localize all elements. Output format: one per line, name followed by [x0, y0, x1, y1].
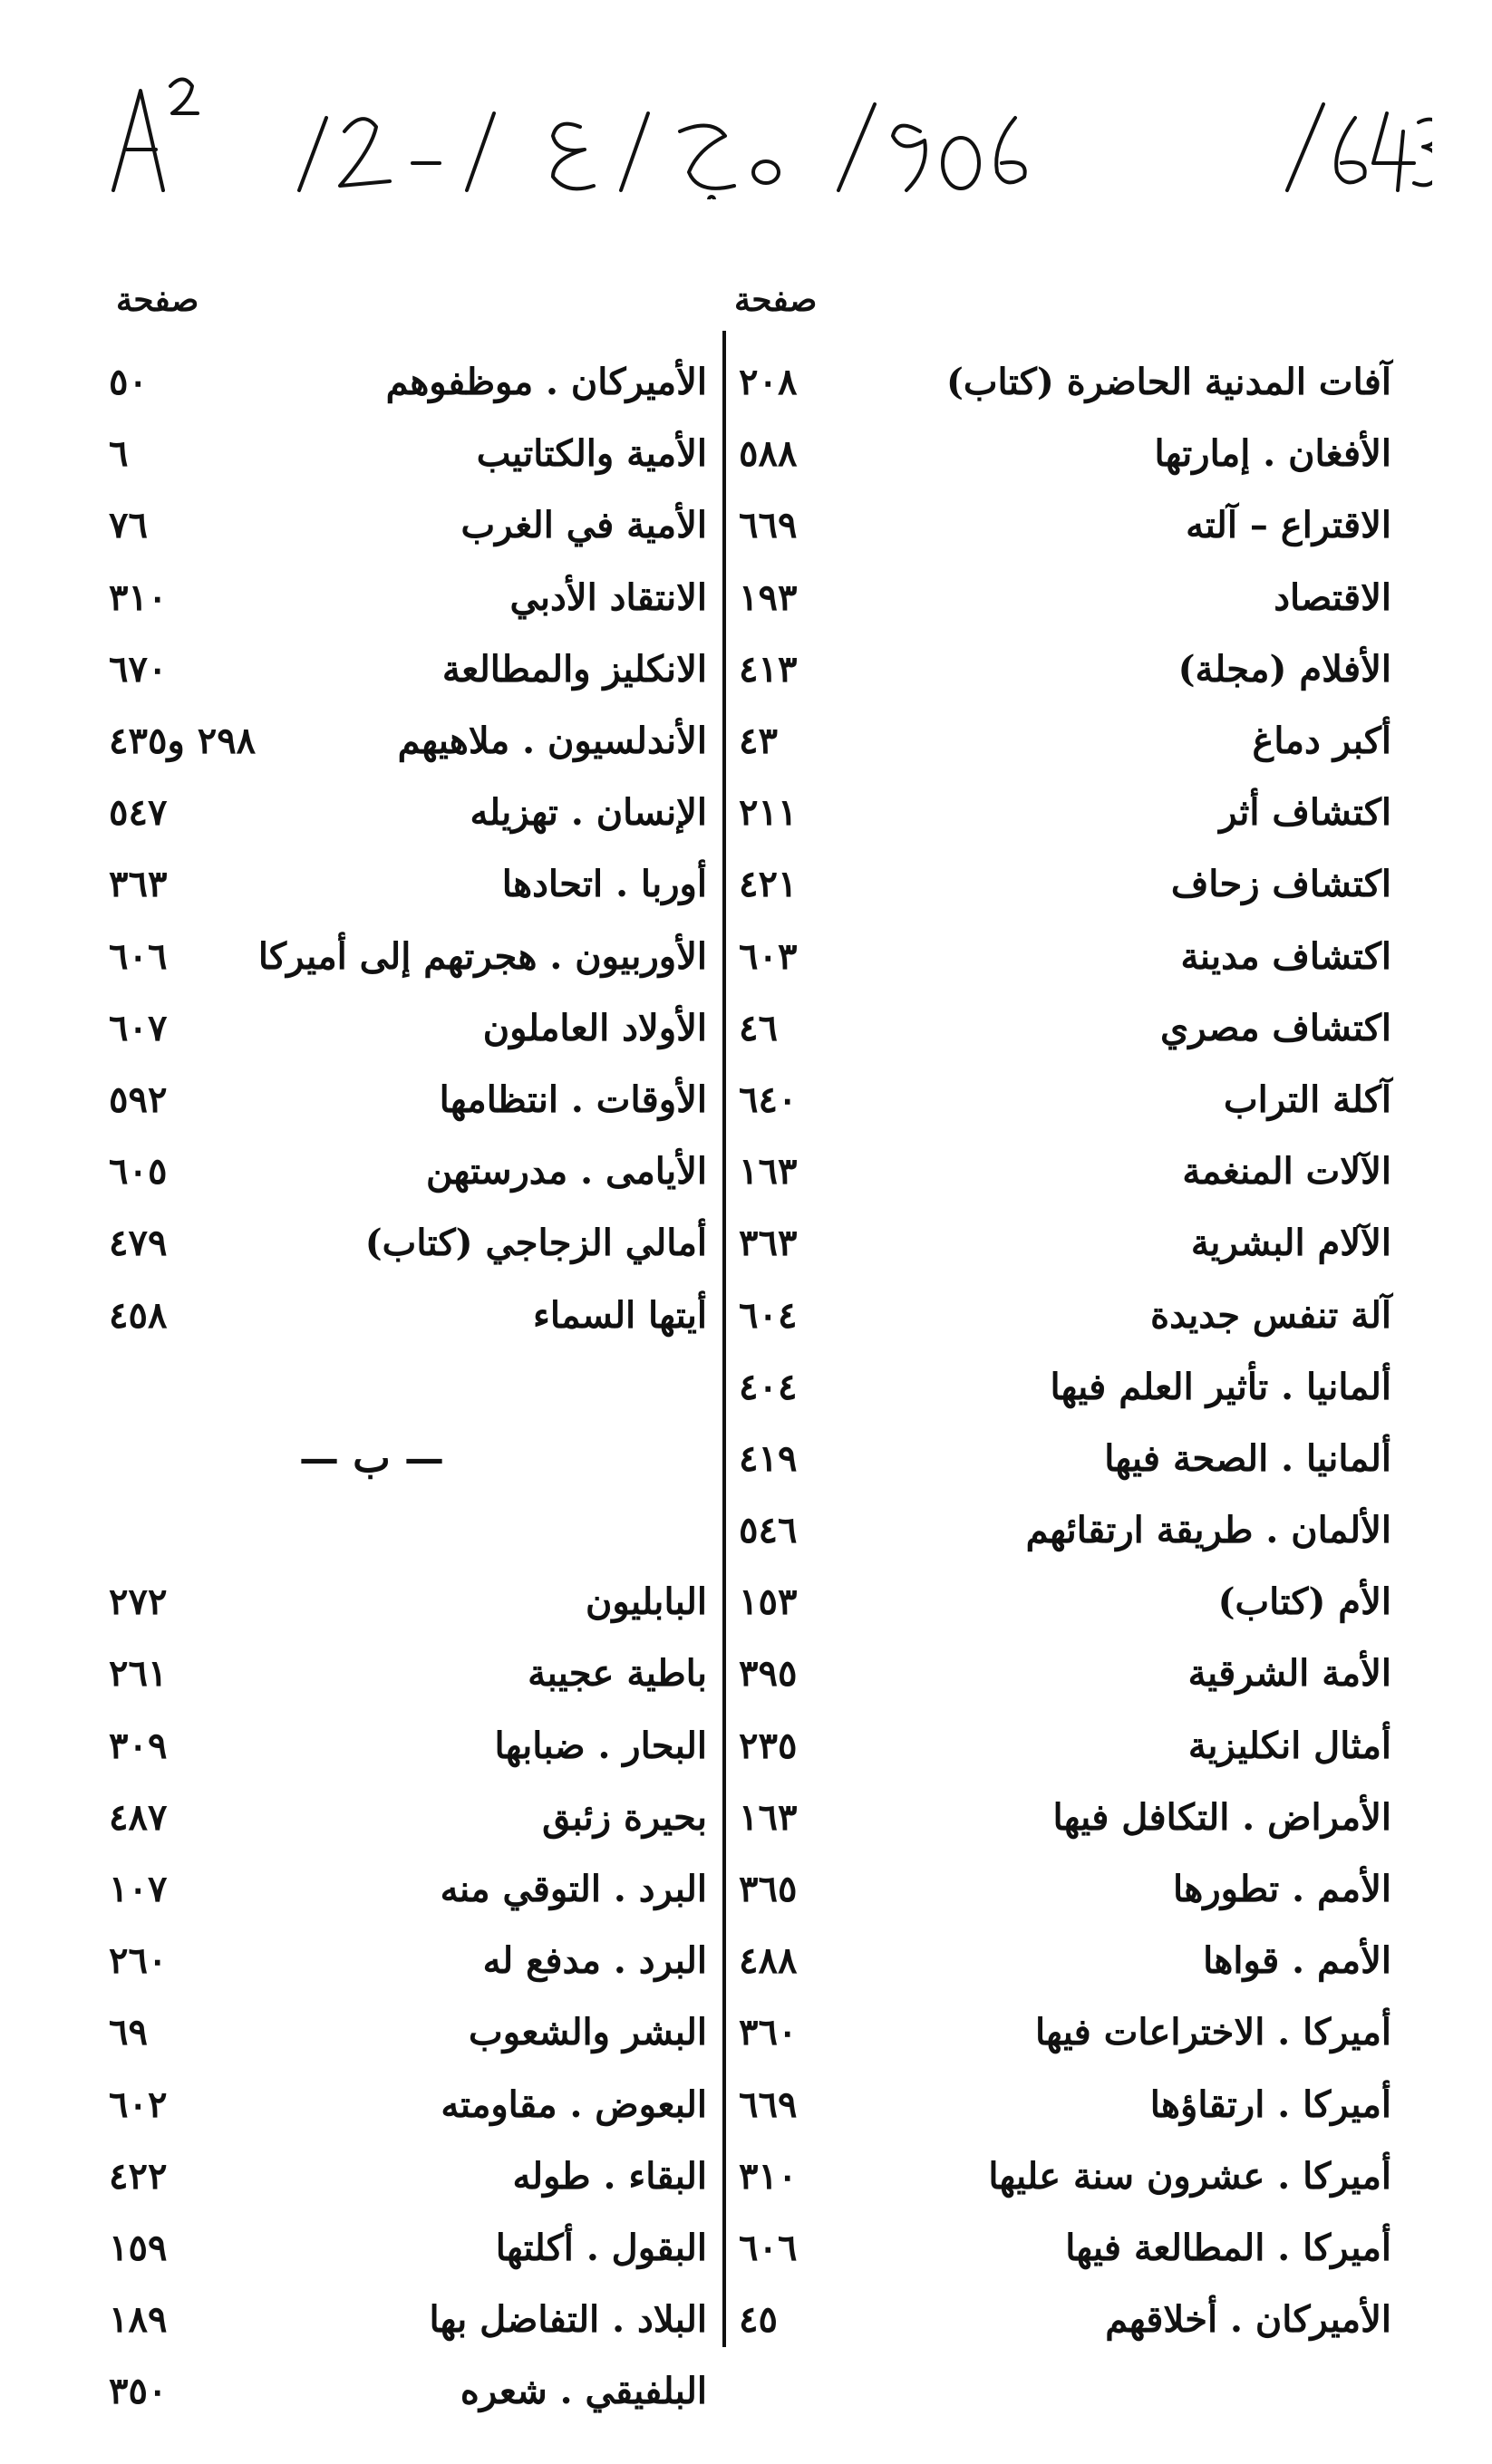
entry-page-number: ٦٠٢	[109, 2082, 168, 2126]
entry-page-number: ٤١٣	[739, 647, 798, 691]
entry-title: البرد . مدفع له	[482, 1939, 707, 1983]
entry-page-number: ٥٩٢	[109, 1077, 168, 1121]
column-divider	[722, 331, 726, 2347]
entry-page-number: ٧٦	[109, 504, 148, 547]
entry-title: الانكليز والمطالعة	[441, 647, 707, 691]
entry-title: البحار . ضبابها	[494, 1724, 707, 1767]
entry-page-number: ٥٤٦	[739, 1509, 798, 1552]
entry-page-number: ٤٢٢	[109, 2154, 168, 2198]
entry-page-number: ٢٦٠	[109, 1939, 168, 1983]
index-entry	[109, 2212, 707, 2284]
entry-title: اكتشاف مدينة	[1180, 934, 1391, 978]
index-group-alif	[109, 346, 707, 1351]
entry-page-number: ١٩٣	[739, 575, 798, 619]
entry-page-number: ١٦٣	[739, 1150, 798, 1193]
entry-title: أمثال انكليزية	[1187, 1724, 1391, 1767]
entry-page-number: ٤٨٧	[109, 1795, 168, 1839]
index-entry	[109, 705, 707, 777]
entry-title: البعوض . مقاومته	[441, 2082, 707, 2126]
index-entry	[109, 2355, 707, 2427]
entry-page-number: ٦٦٩	[739, 2082, 798, 2126]
entry-page-number: ١٦٣	[739, 1795, 798, 1839]
entry-page-number: ٥٤٧	[109, 791, 168, 835]
entry-title: البقول . أكلتها	[495, 2226, 707, 2269]
index-entry	[109, 1135, 707, 1207]
index-entry	[739, 1782, 1391, 1853]
entry-title: آلة تنفس جديدة	[1150, 1293, 1391, 1337]
column-header-right: صفحة	[734, 281, 818, 319]
index-group-ba	[109, 1566, 707, 2427]
index-entry	[739, 1064, 1391, 1135]
entry-page-number: ٦٠٣	[739, 934, 798, 978]
index-entry	[109, 489, 707, 561]
index-entry	[739, 1925, 1391, 1996]
entry-title: أميركا . عشرون سنة عليها	[988, 2154, 1391, 2198]
handwritten-annotation	[100, 63, 1432, 199]
index-entry	[109, 2284, 707, 2355]
entry-page-number: ٤٥	[739, 2298, 778, 2342]
entry-title: البلفيقي . شعره	[460, 2370, 707, 2413]
index-entry	[109, 1279, 707, 1350]
entry-page-number: ٣٠٩	[109, 1724, 168, 1767]
entry-page-number: ٣٦٠	[739, 2011, 798, 2054]
index-entry	[739, 1710, 1391, 1782]
entry-title: الاقتراع – آلته	[1186, 504, 1391, 547]
index-entry	[739, 633, 1391, 705]
index-entry	[739, 346, 1391, 418]
entry-page-number: ٣٦٥	[739, 1868, 798, 1911]
column-header-left: صفحة	[116, 281, 199, 319]
entry-title: ألمانيا . الصحة فيها	[1104, 1436, 1391, 1480]
entry-title: أوربا . اتحادها	[501, 863, 707, 906]
entry-title: الآلام البشرية	[1190, 1222, 1391, 1265]
entry-page-number: ٥٠	[109, 361, 148, 404]
index-entry	[109, 562, 707, 633]
entry-page-number: ٤٨٨	[739, 1939, 798, 1983]
index-entry	[109, 1710, 707, 1782]
entry-title: البقاء . طوله	[512, 2154, 707, 2198]
entry-title: الأميركان . موظفوهم	[385, 361, 707, 404]
entry-page-number: ٦٧٠	[109, 647, 168, 691]
index-entry	[739, 1351, 1391, 1423]
entry-page-number: ٢١١	[739, 791, 798, 835]
entry-page-number: ٣٦٣	[739, 1222, 798, 1265]
index-entry	[109, 418, 707, 489]
entry-title: أمالي الزجاجي (كتاب)	[364, 1222, 707, 1265]
entry-title: البلاد . التفاضل بها	[429, 2298, 707, 2342]
index-entry	[739, 1853, 1391, 1925]
index-entry	[109, 1064, 707, 1135]
entry-title: اكتشاف مصري	[1160, 1006, 1391, 1049]
index-entry	[739, 2069, 1391, 2140]
entry-title: الأوقات . انتظامها	[439, 1077, 707, 1121]
entry-title: الأم (كتاب)	[1217, 1580, 1391, 1624]
index-entry	[109, 1925, 707, 1996]
index-entry	[739, 489, 1391, 561]
index-entry	[109, 1996, 707, 2068]
index-entry	[739, 418, 1391, 489]
entry-title: الأمة الشرقية	[1187, 1652, 1391, 1696]
index-entry	[739, 1566, 1391, 1638]
index-entry	[109, 346, 707, 418]
entry-title: أيتها السماء	[533, 1293, 707, 1337]
entry-page-number: ٤٢١	[739, 863, 798, 906]
entry-page-number: ١٨٩	[109, 2298, 168, 2342]
entry-title: أكبر دماغ	[1252, 720, 1391, 763]
entry-page-number: ٤٣	[739, 720, 778, 763]
entry-title: البرد . التوقي منه	[440, 1868, 707, 1911]
entry-title: الأميركان . أخلاقهم	[1105, 2298, 1391, 2342]
index-entry	[109, 992, 707, 1064]
entry-page-number: ٢٧٢	[109, 1580, 168, 1624]
index-entry	[109, 1638, 707, 1709]
entry-title: الأمم . تطورها	[1173, 1868, 1391, 1911]
entry-page-number: ٣١٠	[739, 2154, 798, 2198]
index-entry	[739, 992, 1391, 1064]
entry-title: آكلة التراب	[1224, 1077, 1391, 1121]
entry-title: أميركا . ارتقاؤها	[1149, 2082, 1391, 2126]
index-entry	[739, 1423, 1391, 1494]
entry-page-number: ٢٠٨	[739, 361, 798, 404]
entry-page-number: ١٠٧	[109, 1868, 168, 1911]
group-spacer	[109, 1351, 707, 1423]
index-column-right	[739, 346, 1391, 2355]
index-entry	[109, 848, 707, 920]
index-entry	[739, 2140, 1391, 2212]
entry-page-number: ٦٠٧	[109, 1006, 168, 1049]
entry-title: البابليون	[585, 1580, 707, 1624]
entry-page-number: ٢٦١	[109, 1652, 168, 1696]
entry-title: بحيرة زئبق	[542, 1795, 707, 1839]
index-entry	[109, 1566, 707, 1638]
index-entry	[109, 1853, 707, 1925]
index-entry	[109, 633, 707, 705]
index-entry	[109, 2069, 707, 2140]
entry-title: أميركا . الاختراعات فيها	[1034, 2011, 1391, 2054]
entry-title: الأمية والكتاتيب	[476, 432, 707, 476]
entry-title: أميركا . المطالعة فيها	[1065, 2226, 1391, 2269]
index-entry	[739, 848, 1391, 920]
index-entry	[739, 1135, 1391, 1207]
index-entry	[109, 921, 707, 992]
handwritten-annotation-drawing	[100, 63, 1432, 199]
entry-page-number: ١٥٣	[739, 1580, 798, 1624]
entry-title: البشر والشعوب	[469, 2011, 707, 2054]
index-entry	[739, 1638, 1391, 1709]
index-entry	[739, 777, 1391, 848]
entry-page-number: ٤٧٩	[109, 1222, 168, 1265]
entry-page-number: ٦٤٠	[739, 1077, 798, 1121]
index-entry	[739, 562, 1391, 633]
entry-title: باطية عجيبة	[528, 1652, 707, 1696]
index-entry	[109, 1207, 707, 1279]
entry-page-number: ٤٠٤	[739, 1365, 798, 1408]
entry-page-number: ١٥٩	[109, 2226, 168, 2269]
entry-title: الأمم . قواها	[1203, 1939, 1391, 1983]
entry-title: الأوربيون . هجرتهم إلى أميركا	[257, 934, 707, 978]
entry-page-number: ٣٥٠	[109, 2370, 168, 2413]
entry-page-number: ٤١٩	[739, 1436, 798, 1480]
entry-page-number: ٦٩	[109, 2011, 148, 2054]
index-entry	[739, 705, 1391, 777]
index-entry	[739, 1279, 1391, 1350]
entry-title: الاقتصاد	[1274, 575, 1391, 619]
entry-page-number: ٦٠٤	[739, 1293, 798, 1337]
entry-page-number: ٢٣٥	[739, 1724, 798, 1767]
entry-page-number: ٣٦٣	[109, 863, 168, 906]
entry-title: الأولاد العاملون	[482, 1006, 707, 1049]
entry-title: الآلات المنغمة	[1182, 1150, 1391, 1193]
entry-title: الألمان . طريقة ارتقائهم	[1025, 1509, 1391, 1552]
entry-title: ألمانيا . تأثير العلم فيها	[1050, 1365, 1391, 1408]
entry-page-number: ٦٠٦	[109, 934, 168, 978]
entry-title: اكتشاف أثر	[1219, 791, 1391, 835]
index-entry	[739, 2212, 1391, 2284]
entry-title: الأفغان . إمارتها	[1154, 432, 1391, 476]
entry-title: الأمية في الغرب	[460, 504, 707, 547]
entry-title: الإنسان . تهزيله	[470, 791, 707, 835]
entry-page-number: ٥٨٨	[739, 432, 798, 476]
entry-title: اكتشاف زحاف	[1170, 863, 1391, 906]
entry-title: الأيامى . مدرستهن	[426, 1150, 707, 1193]
entry-page-number: ٢٩٨ و٤٣٥	[109, 720, 257, 763]
index-entry	[739, 1996, 1391, 2068]
entry-page-number: ٦٠٦	[739, 2226, 798, 2269]
index-entry	[739, 1494, 1391, 1566]
index-entry	[109, 777, 707, 848]
entry-page-number: ٦٠٥	[109, 1150, 168, 1193]
index-entry	[109, 2140, 707, 2212]
index-entry	[739, 2284, 1391, 2355]
entry-title: آفات المدنية الحاضرة (كتاب)	[945, 361, 1391, 404]
entry-page-number: ٤٦	[739, 1006, 778, 1049]
group-spacer	[109, 1494, 707, 1566]
entry-title: الأندلسيون . ملاهيهم	[397, 720, 707, 763]
section-letter-ba: — ب —	[298, 1435, 445, 1482]
entry-page-number: ٦٦٩	[739, 504, 798, 547]
index-column-left	[109, 346, 707, 2427]
index-entry	[739, 1207, 1391, 1279]
entry-page-number: ٣٩٥	[739, 1652, 798, 1696]
entry-page-number: ٦	[109, 432, 129, 476]
entry-page-number: ٤٥٨	[109, 1293, 168, 1337]
entry-page-number: ٣١٠	[109, 575, 168, 619]
entry-title: الانتقاد الأدبي	[509, 575, 707, 619]
entry-title: الأفلام (مجلة)	[1177, 647, 1391, 691]
index-entry	[109, 1782, 707, 1853]
entry-title: الأمراض . التكافل فيها	[1052, 1795, 1391, 1839]
index-entry	[739, 921, 1391, 992]
